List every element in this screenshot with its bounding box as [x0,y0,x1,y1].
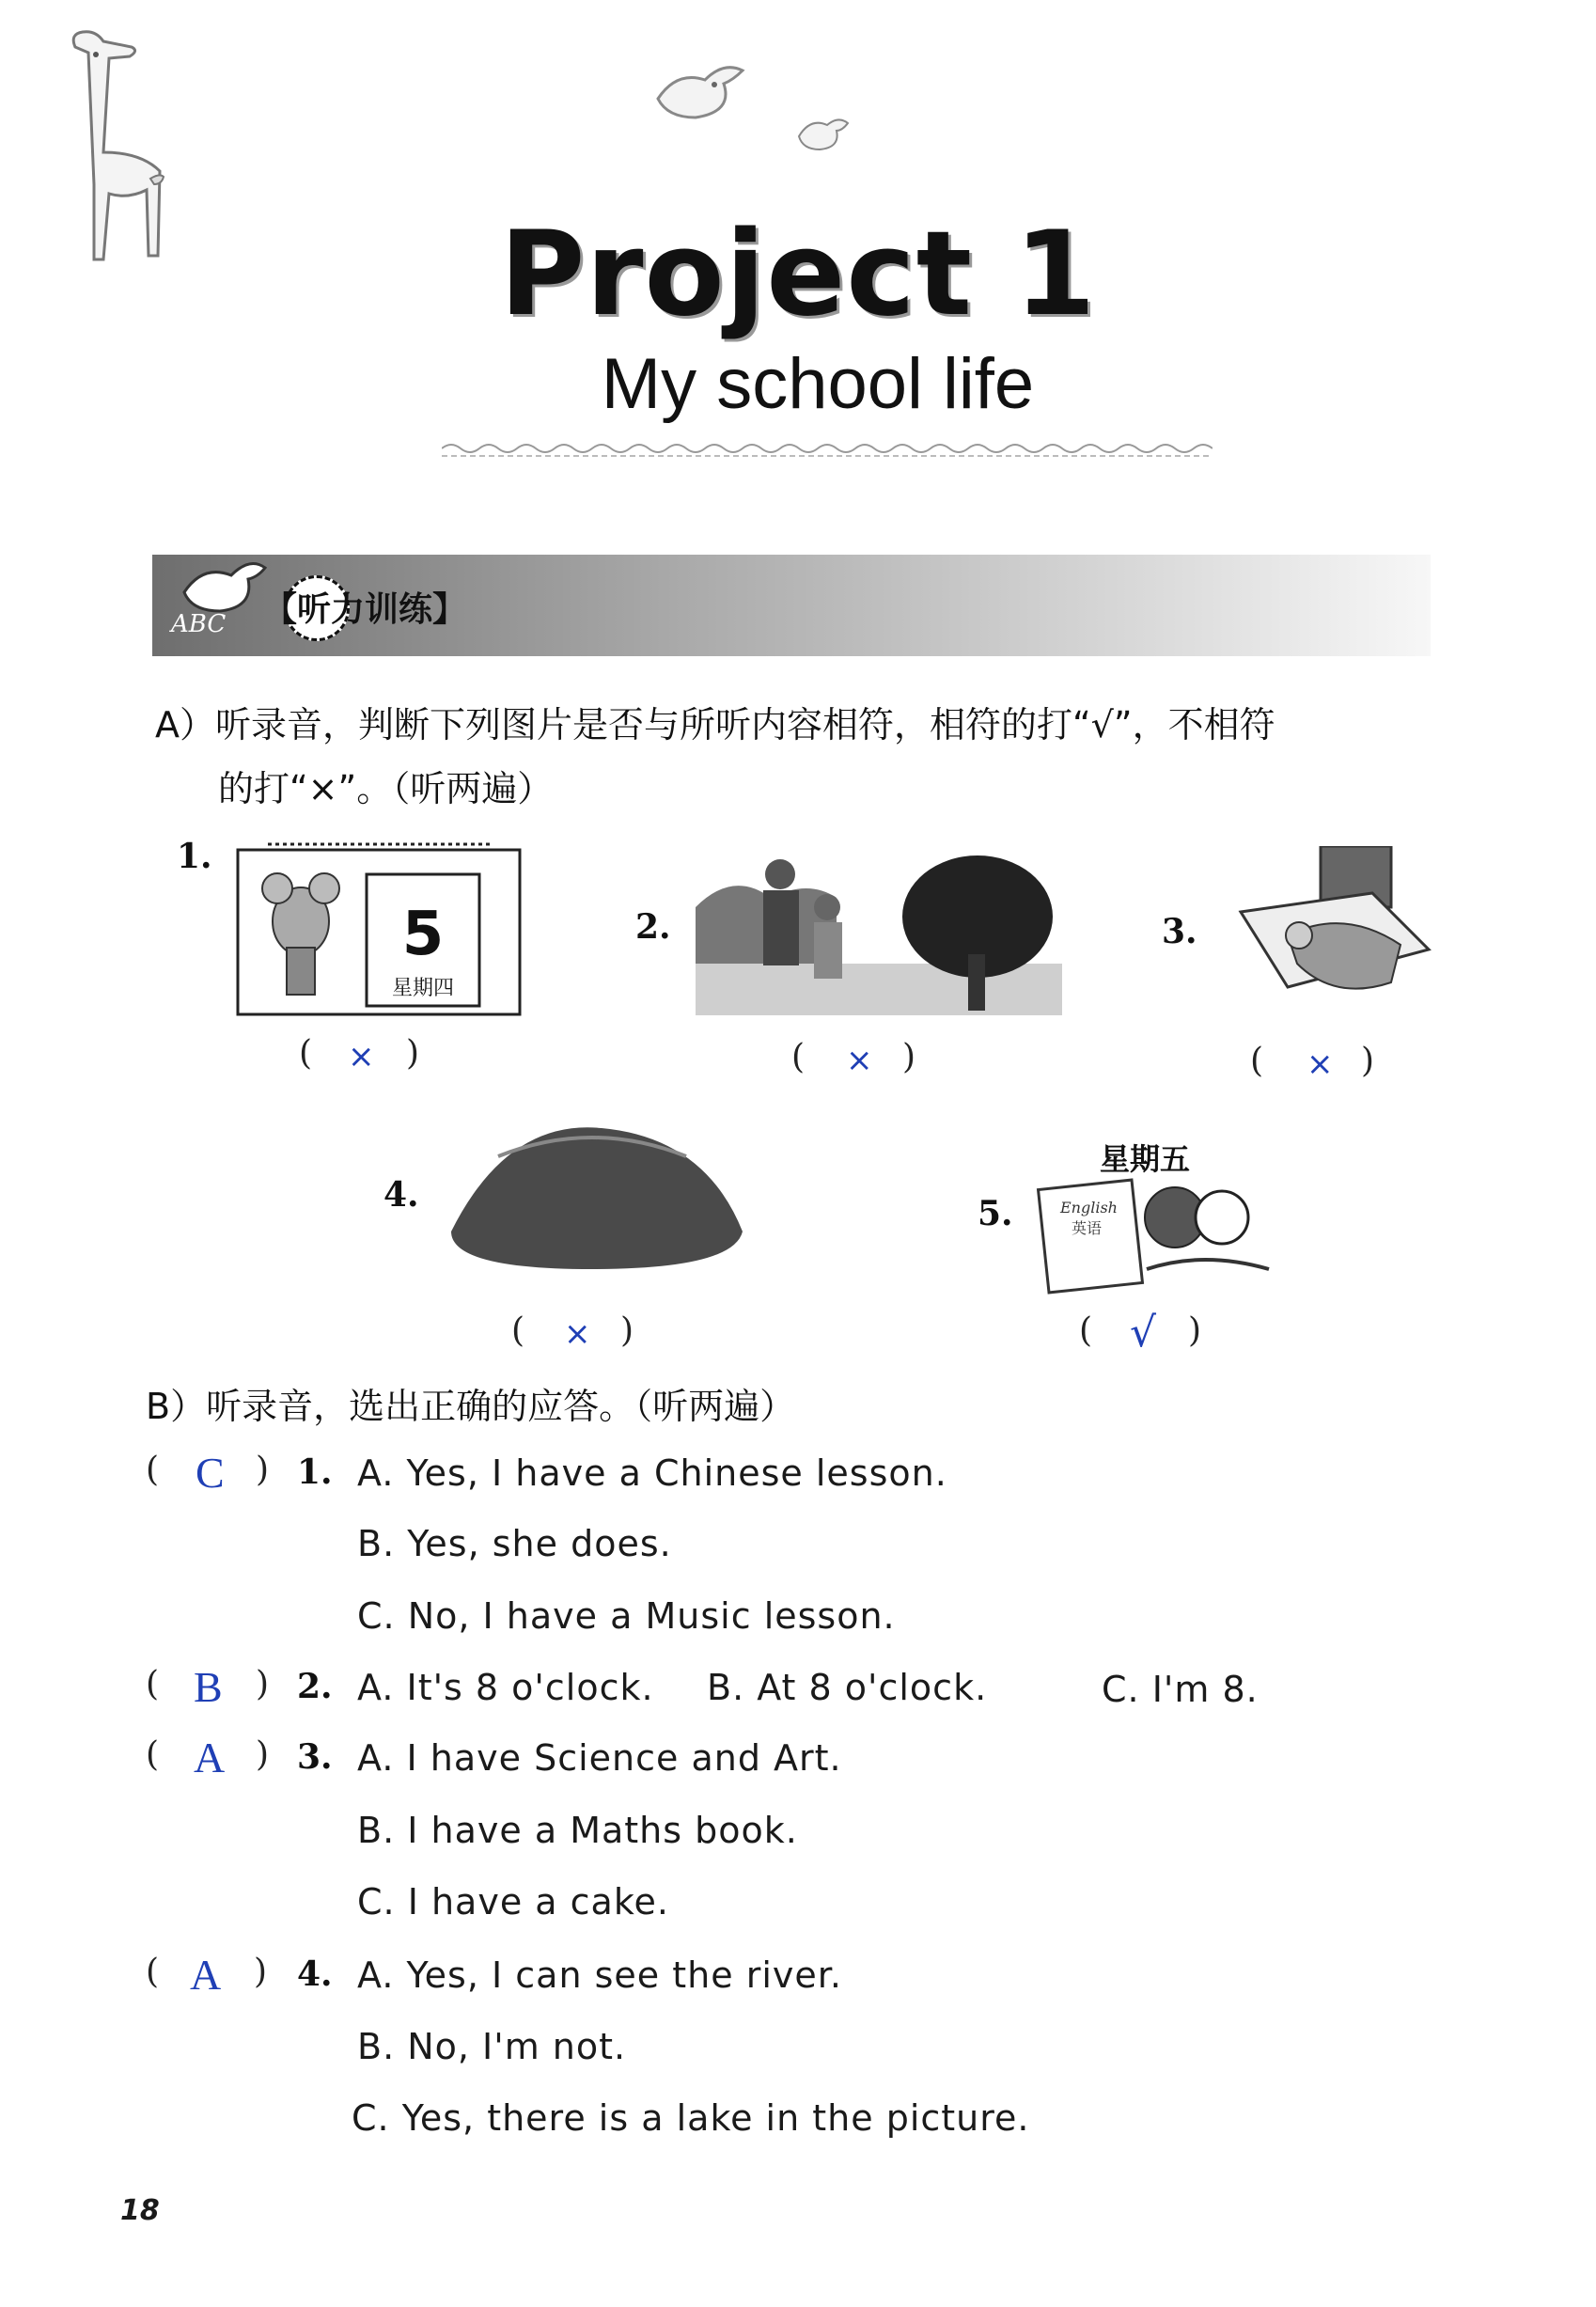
banner-letters: ABC [171,610,227,638]
calendar-day: 5 [401,900,445,969]
q3-number: 3. [297,1737,333,1777]
item-3-answer[interactable]: × [1307,1045,1334,1083]
q3-open: ( [146,1735,160,1774]
item-1-close: ) [406,1034,420,1073]
banner-bird-icon [165,545,278,639]
q2-option-a: A. It's 8 o'clock. [357,1667,654,1708]
q2-number: 2. [297,1667,333,1706]
q3-close: ) [256,1735,270,1774]
item-4-answer[interactable]: × [564,1315,591,1353]
q2-option-c: C. I'm 8. [1102,1669,1259,1710]
q1-option-c: C. No, I have a Music lesson. [357,1595,896,1637]
q1-number: 1. [297,1452,333,1492]
small-bird-illustration [790,108,855,165]
item-5-answer[interactable]: √ [1130,1309,1157,1357]
q2-open: ( [146,1665,160,1703]
book-label-en: English [1060,1199,1118,1216]
q1-option-b: B. Yes, she does. [357,1523,672,1564]
page-number: 18 [120,2194,160,2227]
q4-answer[interactable]: A [190,1951,222,1999]
q1-close: ) [256,1451,270,1489]
part-a-instruction-line2: 的打“×”。（听两遍） [218,768,554,809]
page-title: Project 1 [499,207,1097,342]
item-3-open: ( [1250,1042,1264,1080]
q2-answer[interactable]: B [194,1663,223,1711]
item-4-open: ( [511,1311,525,1350]
q3-option-c: C. I have a cake. [357,1881,669,1922]
item-1-number: 1. [177,837,212,876]
calendar-illustration [230,837,531,1020]
item-2-close: ) [902,1038,916,1076]
q1-option-a: A. Yes, I have a Chinese lesson. [357,1452,947,1494]
q4-option-c: C. Yes, there is a lake in the picture. [352,2097,1030,2139]
part-a-instruction-line1: A）听录音，判断下列图片是否与所听内容相符，相符的打“√”，不相符 [155,704,1275,745]
hill-illustration [442,1119,752,1279]
friday-items-illustration [1034,1175,1278,1297]
section-title: 【听力训练】 [263,589,467,629]
q1-open: ( [146,1451,160,1489]
q3-option-a: A. I have Science and Art. [357,1737,842,1779]
q4-number: 4. [297,1954,333,1994]
bedroom-illustration [1222,846,1447,1015]
q4-open: ( [146,1953,160,1991]
q3-option-b: B. I have a Maths book. [357,1810,798,1851]
item-1-open: ( [299,1034,313,1073]
item-4-close: ) [620,1311,634,1350]
q4-option-b: B. No, I'm not. [357,2026,627,2067]
item-2-number: 2. [635,907,671,947]
q1-answer[interactable]: C [196,1449,225,1497]
wavy-divider [442,437,1213,465]
item-5-caption: 星期五 [1100,1141,1191,1177]
item-5-open: ( [1079,1311,1093,1350]
q2-option-b: B. At 8 o'clock. [707,1667,988,1708]
q2-close: ) [256,1665,270,1703]
park-scene-illustration [696,851,1062,1015]
q4-close: ) [254,1953,268,1991]
item-5-number: 5. [978,1194,1013,1233]
q3-answer[interactable]: A [194,1734,226,1781]
q4-option-a: A. Yes, I can see the river. [357,1954,842,1996]
item-3-number: 3. [1162,912,1197,951]
item-2-open: ( [791,1038,806,1076]
item-4-number: 4. [383,1175,419,1215]
bird-illustration [639,52,752,136]
item-5-close: ) [1188,1311,1202,1350]
item-3-close: ) [1361,1042,1375,1080]
page-subtitle: My school life [601,344,1035,424]
item-1-answer[interactable]: × [348,1038,375,1075]
book-label-cn: 英语 [1072,1219,1103,1237]
calendar-weekday: 星期四 [391,977,455,1000]
part-b-instruction: B）听录音，选出正确的应答。（听两遍） [146,1386,796,1427]
item-2-answer[interactable]: × [846,1042,873,1079]
